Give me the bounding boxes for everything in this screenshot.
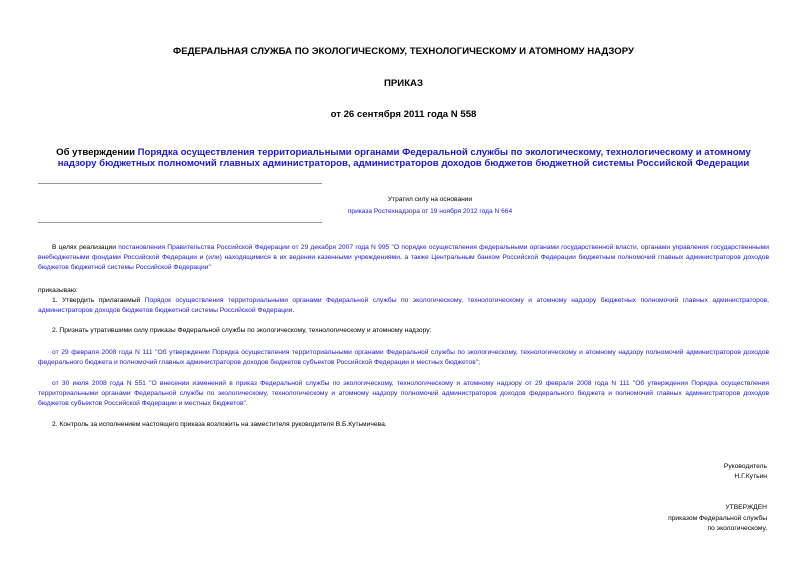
document-title [40, 147, 767, 169]
approval-heading: УТВЕРЖДЕН [725, 504, 767, 511]
title-link[interactable]: Порядка осуществления территориальными органами Федеральной службы по экологическому, технологическому и атомному надзору бюджетных полномочий главных администраторов, администраторов доходов бюджетов бюджетной системы Российской Федерации [57, 147, 751, 169]
paragraph-preamble [38, 243, 769, 273]
signature-name: Н.Г.Кутьин [734, 473, 767, 480]
paragraph-item-1 [38, 296, 769, 316]
paragraph-item-3: 2. Контроль за исполнением настоящего приказа возложить на заместителя руководителя В.Б.Кутьмичева. [52, 421, 387, 428]
divider-bottom [38, 222, 322, 223]
repeal1-link[interactable]: от 29 февраля 2008 года N 111 "Об утверждении Порядка осуществления территориальными органами Федеральной службы по экологическому, технологическому и атомному надзору полномочий администраторов доходов федерального бюджета и полномочий главных администраторов доходов бюджетов субъектов Российской Федерации и местных бюджетов" [38, 349, 769, 366]
order-word: приказываю: [38, 287, 78, 294]
approval-line-3: по экологическому, [707, 525, 767, 532]
item1-link[interactable]: Порядок осуществления территориальными органами Федеральной службы по экологическому, технологическому и атомному надзору бюджетных полномочий главных администраторов, администраторов доходов бюджетов бюджетной системы Российской Федерации [38, 297, 769, 314]
item1-prefix: 1. Утвердить прилагаемый [52, 297, 145, 304]
repeal1-suffix: ; [478, 359, 480, 366]
item1-suffix: . [292, 307, 295, 314]
paragraph-repeal-1 [38, 348, 769, 368]
paragraph-repeal-2 [38, 379, 769, 409]
paragraph-item-2: 2. Признать утратившими силу приказы Федеральной службы по экологическому, технологическому и атомному надзору: [52, 327, 432, 334]
divider-top [38, 183, 322, 184]
status-note-text: Утратил силу на основании [387, 196, 473, 203]
status-note-link[interactable]: приказа Ростехнадзора от 19 ноября 2012 года N 664 [347, 208, 513, 215]
preamble-link[interactable]: постановления Правительства Российской Федерации от 29 декабря 2007 года N 995 "О порядке осуществления федеральными органами государственной власти, органами управления государственными внебюджетными фондами Российской Федерации и (или) находящимися в их ведении казенными учреждениями, а также Центральным банком Российской Федерации бюджетным полномочий главных администраторов доходов бюджетов бюджетной системы Российской Федерации" [38, 244, 769, 271]
title-prefix: Об утверждении [56, 147, 138, 158]
document-type: ПРИКАЗ [384, 78, 423, 89]
signature-role: Руководитель [723, 463, 767, 470]
repeal2-suffix: . [245, 400, 248, 407]
approval-line-2: приказом Федеральной службы [668, 515, 767, 522]
document-date-number: от 26 сентября 2011 года N 558 [330, 109, 477, 120]
preamble-prefix: В целях реализации [52, 244, 119, 251]
agency-heading: ФЕДЕРАЛЬНАЯ СЛУЖБА ПО ЭКОЛОГИЧЕСКОМУ, ТЕХНОЛОГИЧЕСКОМУ И АТОМНОМУ НАДЗОРУ [173, 46, 634, 57]
repeal2-link[interactable]: от 30 июля 2008 года N 551 "О внесении изменений в приказ Федеральной службы по экологическому, технологическому и атомному надзору от 29 февраля 2008 года N 111 "Об утверждении Порядка осуществления территориальными органами Федеральной службы по экологическому, технологическому и атомному надзору полномочий администраторов доходов федерального бюджета и полномочий главных администраторов доходов бюджетов субъектов Российской Федерации и местных бюджетов" [38, 380, 769, 407]
